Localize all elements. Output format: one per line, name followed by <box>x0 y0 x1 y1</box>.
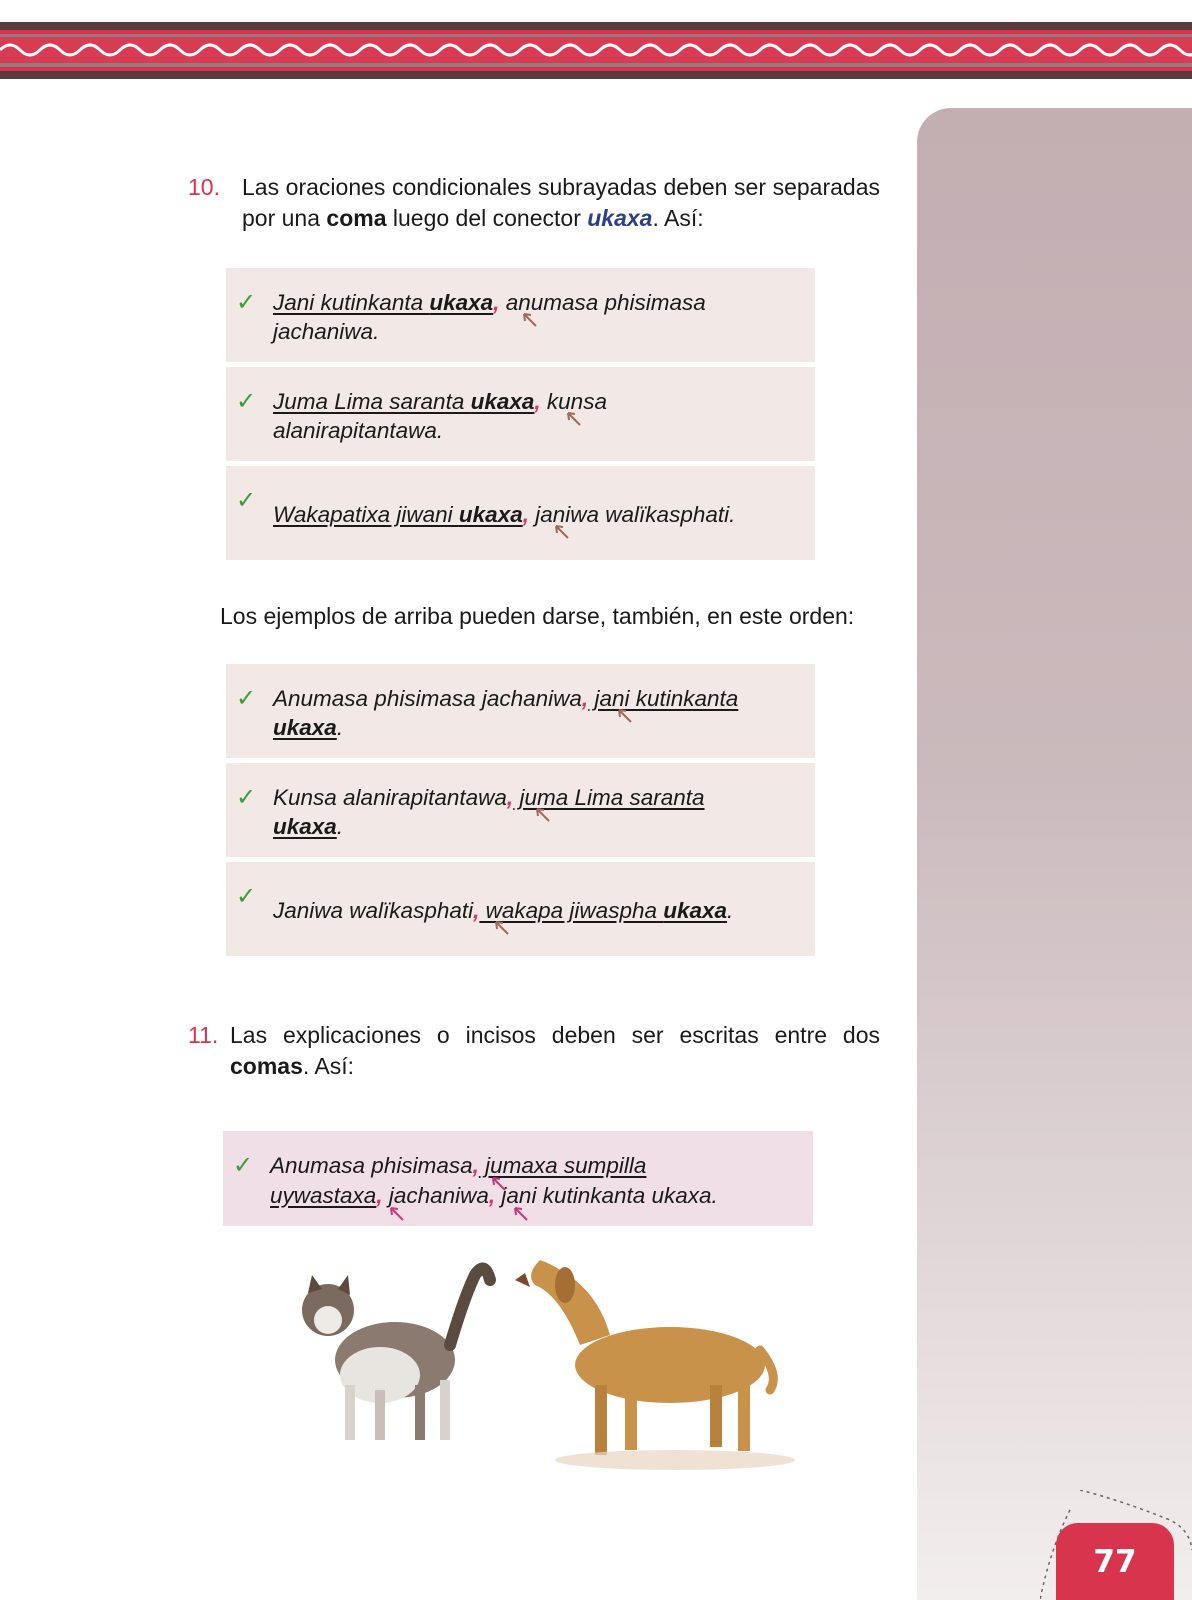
page-number: 77 <box>1056 1523 1174 1600</box>
example-box <box>226 367 815 461</box>
example-line: Juma Lima saranta ukaxa, kunsa <box>273 389 607 414</box>
side-panel <box>917 108 1192 1600</box>
arrow-icon <box>522 312 538 328</box>
cat-and-dog-illustration <box>290 1255 810 1485</box>
check-icon: ✓ <box>236 783 257 811</box>
example-line: Anumasa phisimasa, jumaxa sumpilla <box>270 1153 647 1178</box>
example-line: Jani kutinkanta ukaxa, anumasa phisimasa <box>273 290 706 315</box>
example-line: ukaxa. <box>273 715 344 740</box>
arrow-icon <box>389 1206 405 1222</box>
item-text: Las oraciones condicionales subrayadas deben ser separadas por una coma luego del conector ukaxa. Así: <box>242 174 880 231</box>
arrow-icon <box>494 920 510 936</box>
arrow-icon <box>535 807 551 823</box>
example-line: jachaniwa. <box>273 319 380 344</box>
check-icon: ✓ <box>233 1151 254 1179</box>
dog-illustration <box>515 1260 795 1470</box>
example-box <box>226 763 815 857</box>
item-number: 11. <box>188 1022 219 1048</box>
cat-illustration <box>302 1269 490 1440</box>
item-11 <box>188 1020 880 1082</box>
example-line: Anumasa phisimasa jachaniwa, jani kutinkanta <box>273 686 739 711</box>
item-10 <box>188 172 880 234</box>
example-box <box>223 1131 813 1226</box>
decorative-top-band <box>0 22 1192 84</box>
example-box <box>226 664 815 758</box>
example-line: Kunsa alanirapitantawa, juma Lima saranta <box>273 785 705 810</box>
item-number: 10. <box>188 174 220 200</box>
arrow-icon <box>513 1206 529 1222</box>
example-box <box>226 862 815 956</box>
example-line: uywastaxa, jachaniwa, jani kutinkanta ukaxa. <box>270 1183 718 1208</box>
example-line: ukaxa. <box>273 814 344 839</box>
check-icon: ✓ <box>236 486 257 514</box>
check-icon: ✓ <box>236 882 257 910</box>
example-box <box>226 466 815 560</box>
example-line: Wakapatixa jiwani ukaxa, janiwa walïkasphati. <box>273 502 736 527</box>
example-box <box>226 268 815 362</box>
example-line: alanirapitantawa. <box>273 418 444 443</box>
check-icon: ✓ <box>236 387 257 415</box>
check-icon: ✓ <box>236 684 257 712</box>
item-text: Las explicaciones o incisos deben ser escritas entre dos comas. Así: <box>230 1022 880 1079</box>
arrow-icon <box>566 411 582 427</box>
arrow-icon <box>617 708 633 724</box>
intro-text: Los ejemplos de arriba pueden darse, también, en este orden: <box>220 603 855 629</box>
connector-word: ukaxa <box>587 205 653 231</box>
check-icon: ✓ <box>236 288 257 316</box>
arrow-icon <box>554 524 570 540</box>
arrow-icon <box>491 1176 507 1192</box>
example-line: Janiwa walïkasphati, wakapa jiwaspha ukaxa. <box>273 898 734 923</box>
